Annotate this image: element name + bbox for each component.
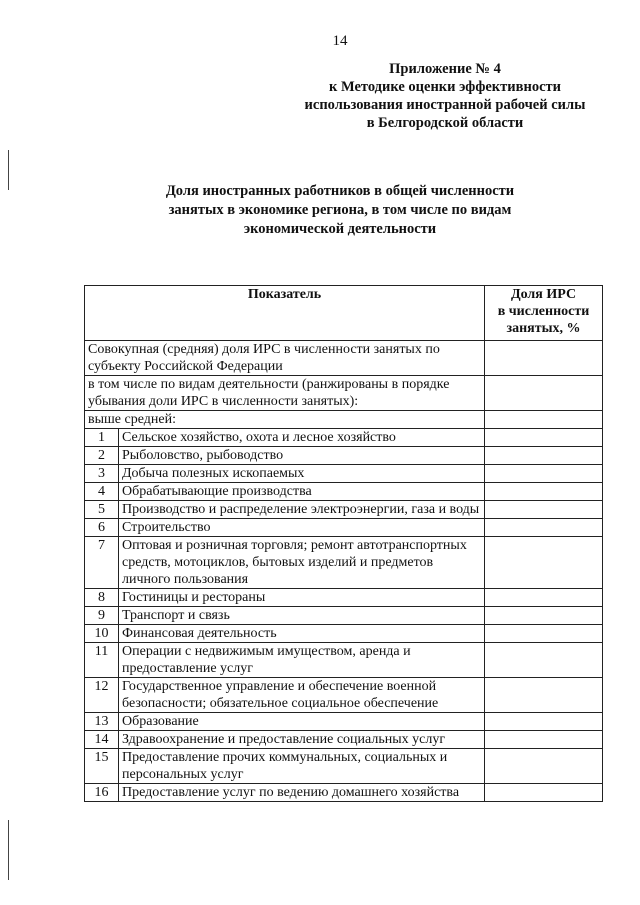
appendix-line: к Методике оценки эффективности [328,79,561,95]
share-value-cell [485,625,603,643]
table-row [85,429,603,447]
table-row [85,731,603,749]
appendix-line: использования иностранной рабочей силы [304,97,586,113]
table-row [85,643,603,678]
row-number: 3 [85,465,119,483]
share-value-cell [485,643,603,678]
summary-label: в том числе по видам деятельности (ранжированы в порядке убывания доли ИРС в численности занятых): [85,376,485,411]
row-number: 8 [85,589,119,607]
row-number: 2 [85,447,119,465]
row-number: 11 [85,643,119,678]
table-row [85,589,603,607]
row-label: Здравоохранение и предоставление социальных услуг [119,731,485,749]
share-value-cell [485,341,603,376]
row-label: Оптовая и розничная торговля; ремонт автотранспортных средств, мотоциклов, бытовых изделий и предметов личного пользования [119,537,485,589]
share-value-cell [485,731,603,749]
row-label: Операции с недвижимым имуществом, аренда и предоставление услуг [119,643,485,678]
table-row [85,465,603,483]
share-value-cell [485,784,603,802]
share-value-cell [485,607,603,625]
page-number: 14 [332,33,348,49]
appendix-line: Приложение № 4 [389,61,501,77]
indicator-table [84,285,603,802]
row-number: 9 [85,607,119,625]
row-label: Транспорт и связь [119,607,485,625]
share-value-cell [485,447,603,465]
share-value-cell [485,501,603,519]
table-row [85,519,603,537]
row-number: 5 [85,501,119,519]
row-label: Добыча полезных ископаемых [119,465,485,483]
share-value-cell [485,376,603,411]
row-label: Предоставление услуг по ведению домашнего хозяйства [119,784,485,802]
share-value-cell [485,589,603,607]
table-row [85,625,603,643]
row-number: 7 [85,537,119,589]
share-value-cell [485,749,603,784]
row-label: Производство и распределение электроэнергии, газа и воды [119,501,485,519]
table-row [85,784,603,802]
scan-edge-mark [8,820,9,880]
share-value-cell [485,465,603,483]
row-label: Строительство [119,519,485,537]
appendix-line: в Белгородской области [366,115,524,131]
row-label: Предоставление прочих коммунальных, социальных и персональных услуг [119,749,485,784]
table-row [85,713,603,731]
row-label: Обрабатывающие производства [119,483,485,501]
row-number: 14 [85,731,119,749]
table-row [85,607,603,625]
header-indicator: Показатель [85,286,485,341]
table-row [85,501,603,519]
share-value-cell [485,537,603,589]
share-value-cell [485,713,603,731]
table-row [85,483,603,501]
title-line: занятых в экономике региона, в том числе по видам [168,202,512,218]
header-share [485,286,603,341]
row-number: 13 [85,713,119,731]
header-share-line: в численности [497,304,590,319]
header-share-line: Доля ИРС [510,287,577,302]
document-title [140,182,540,239]
row-number: 16 [85,784,119,802]
summary-label: выше средней: [85,411,485,429]
row-number: 4 [85,483,119,501]
row-number: 15 [85,749,119,784]
header-share-line: занятых, % [506,321,581,336]
title-line: экономической деятельности [243,221,437,237]
share-value-cell [485,411,603,429]
share-value-cell [485,483,603,501]
title-line: Доля иностранных работников в общей численности [165,183,515,199]
row-label: Рыболовство, рыбоводство [119,447,485,465]
row-number: 12 [85,678,119,713]
share-value-cell [485,429,603,447]
summary-row [85,341,603,376]
row-number: 10 [85,625,119,643]
table-row [85,678,603,713]
scan-edge-mark [8,150,9,190]
row-number: 6 [85,519,119,537]
summary-label: Совокупная (средняя) доля ИРС в численности занятых по субъекту Российской Федерации [85,341,485,376]
table-header-row [85,286,603,341]
row-label: Государственное управление и обеспечение военной безопасности; обязательное социальное обеспечение [119,678,485,713]
row-number: 1 [85,429,119,447]
share-value-cell [485,519,603,537]
row-label: Образование [119,713,485,731]
share-value-cell [485,678,603,713]
row-label: Гостиницы и рестораны [119,589,485,607]
summary-row [85,411,603,429]
table-row [85,749,603,784]
row-label: Сельское хозяйство, охота и лесное хозяйство [119,429,485,447]
table-row [85,537,603,589]
appendix-heading [290,60,600,132]
row-label: Финансовая деятельность [119,625,485,643]
table-row [85,447,603,465]
summary-row [85,376,603,411]
